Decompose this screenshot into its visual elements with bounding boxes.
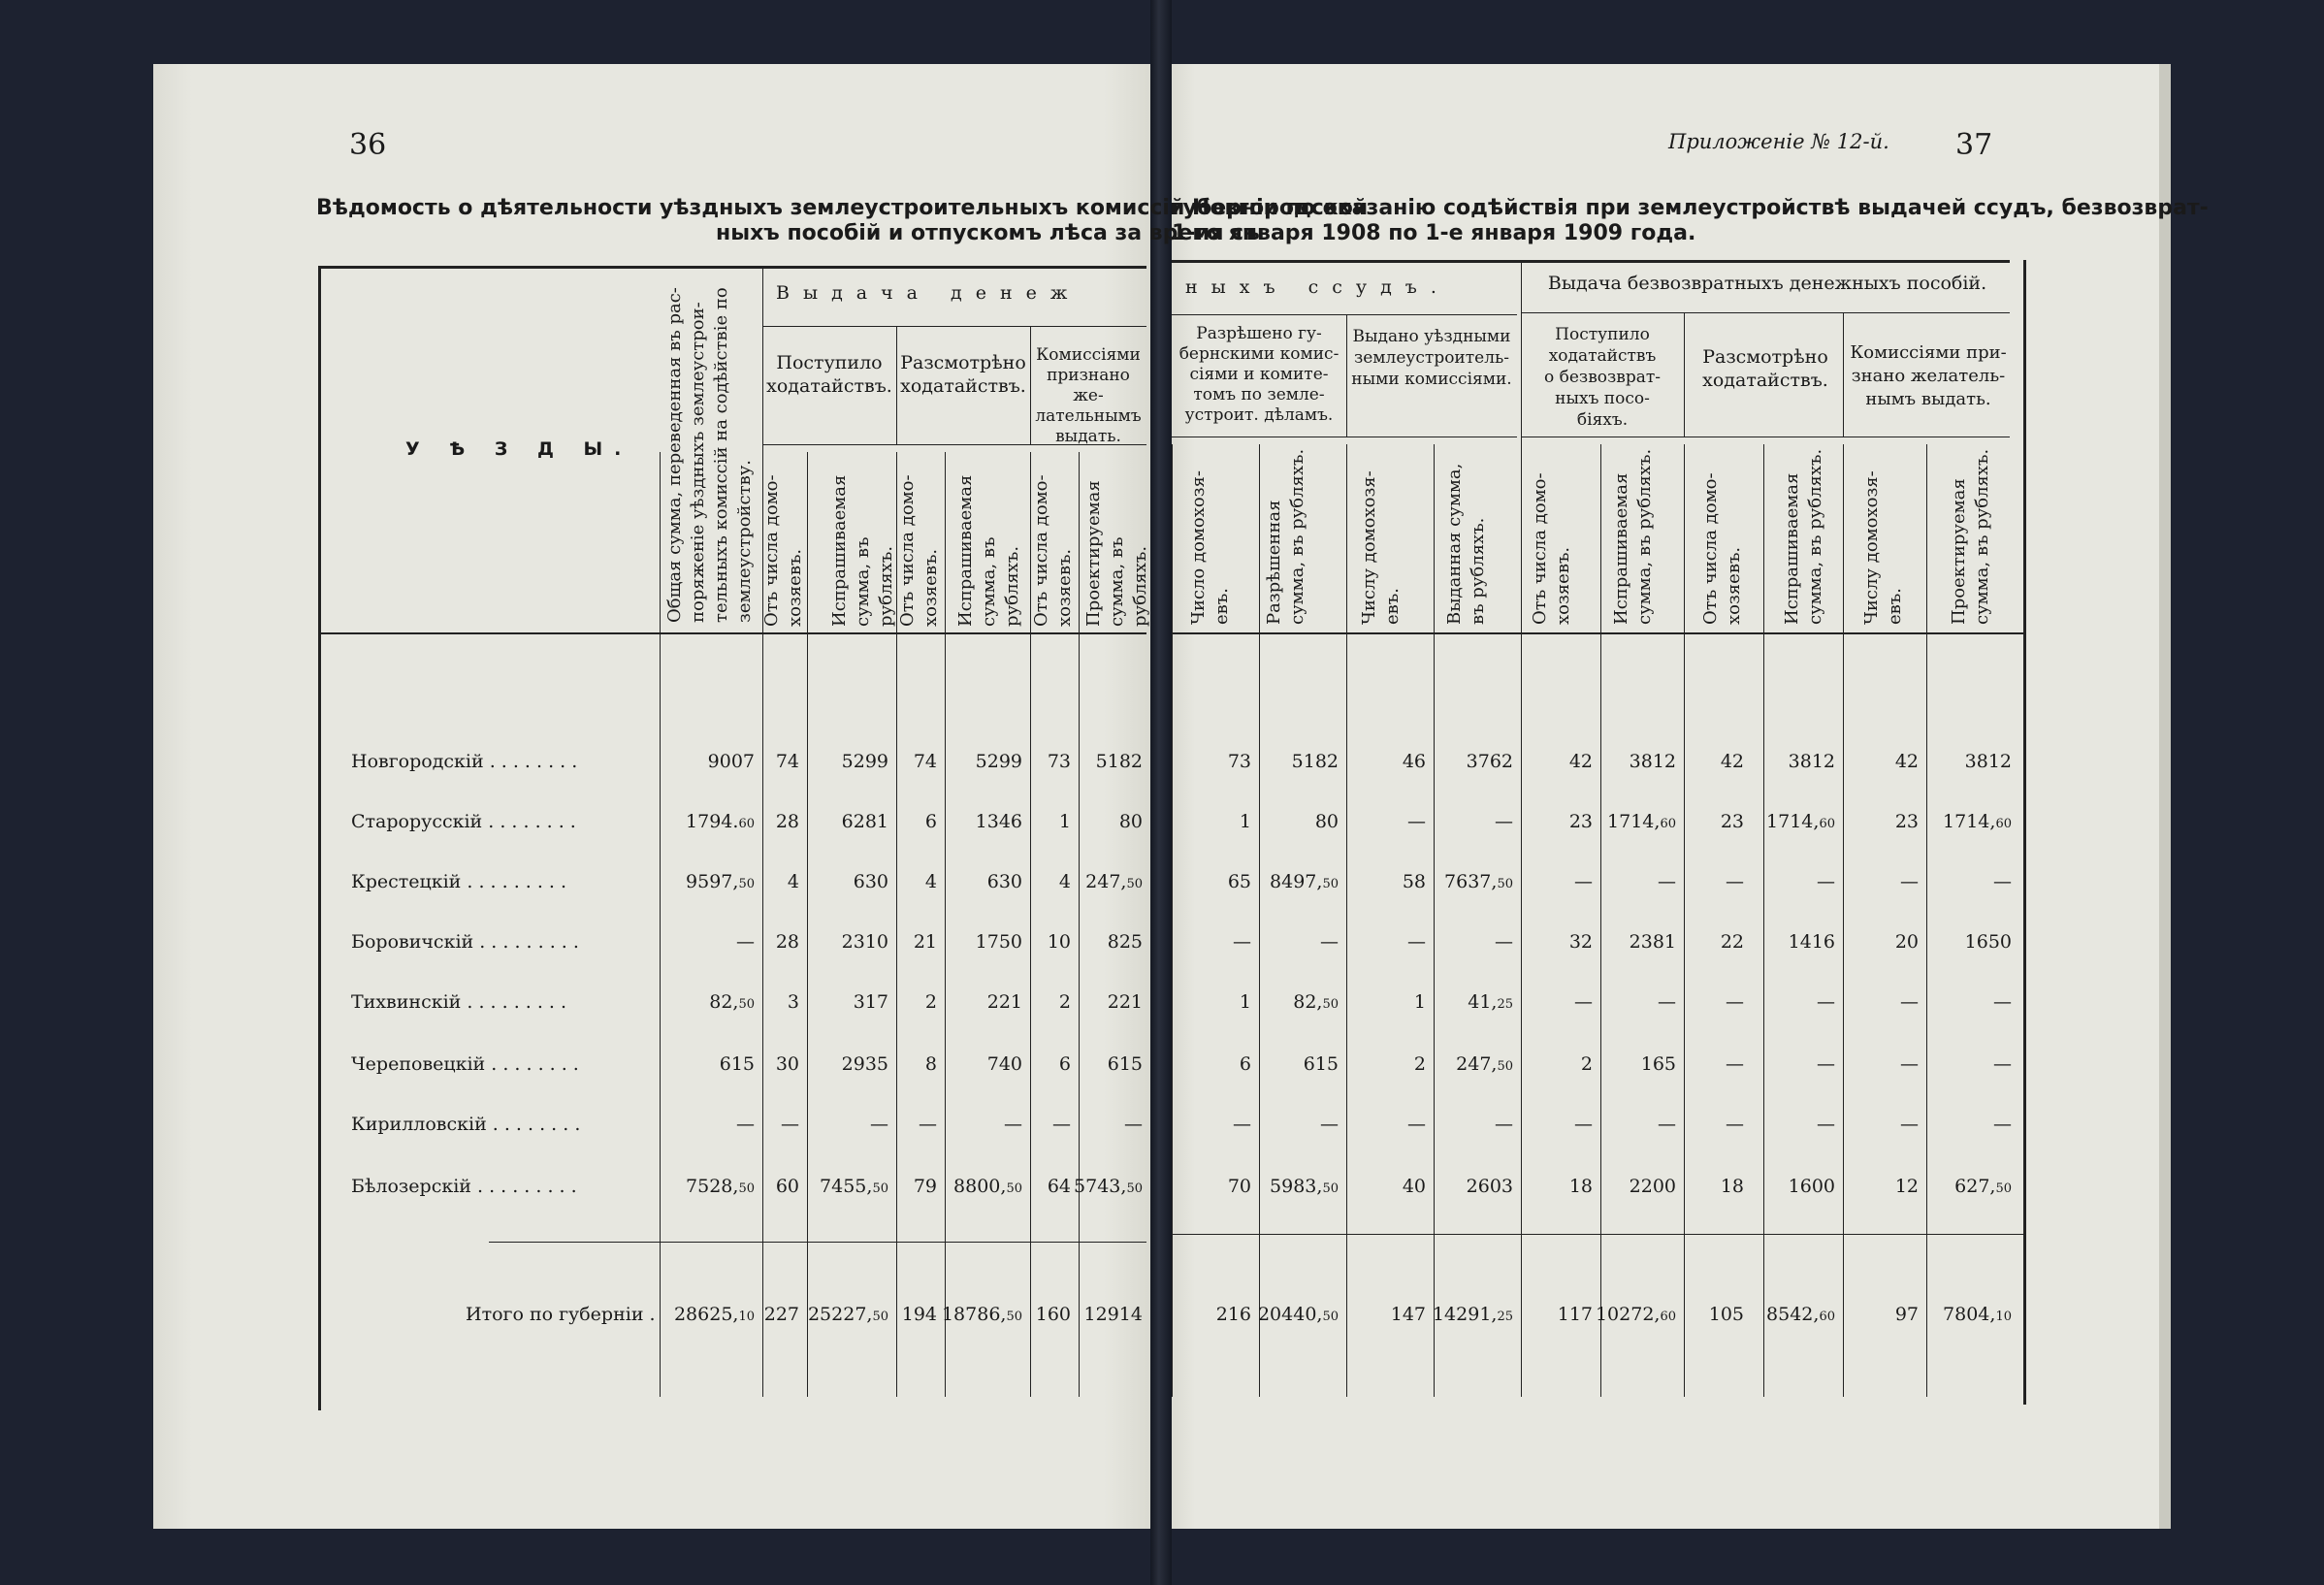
row-label: Тихвинскій . . . . . . . . . <box>351 991 567 1013</box>
table-cell: — <box>1233 1114 1251 1135</box>
table-cell: 20 <box>1894 931 1919 953</box>
table-cell: 6281 <box>841 811 888 832</box>
subheader-requested-sum-3: Испрашиваемая сумма, въ рубляхъ. <box>1611 448 1655 625</box>
header-issued: Выдано уѣздными землеустроитель- ными комиссіями. <box>1351 327 1512 389</box>
table-cell: 615 <box>719 1053 755 1075</box>
table-cell: 9007 <box>707 751 755 772</box>
table-cell: 74 <box>913 751 937 772</box>
table-cell: 70 <box>1227 1176 1251 1197</box>
table-cell: — <box>1052 1114 1071 1135</box>
table-cell: 2 <box>1580 1053 1593 1075</box>
subheader-from-households-3: Отъ числа домо- хозяевъ. <box>1031 474 1075 627</box>
subheader-permitted-sum: Разрѣшенная сумма, въ рубляхъ. <box>1264 448 1307 625</box>
table-cell: 1346 <box>975 811 1022 832</box>
table-cell: 1714,60 <box>1766 811 1835 832</box>
subheader-from-households-1: Отъ числа домо- хозяевъ. <box>761 474 805 627</box>
header-reviewed-petitions: Разсмотрѣно ходатайствъ. <box>900 352 1026 397</box>
table-cell: 627,50 <box>1954 1176 2012 1197</box>
subheader-from-households-2: Отъ числа домо- хозяевъ. <box>897 474 941 627</box>
table-cell: 12 <box>1894 1176 1919 1197</box>
subheader-requested-sum-4: Испрашиваемая сумма, въ рубляхъ. <box>1782 448 1825 625</box>
table-cell: 4 <box>924 871 937 892</box>
table-cell: 740 <box>986 1053 1022 1075</box>
table-cell: — <box>1726 1114 1744 1135</box>
table-cell: — <box>1574 871 1593 892</box>
table-cell: 1714,60 <box>1607 811 1676 832</box>
table-cell: 8800,50 <box>953 1176 1022 1197</box>
table-cell: 2381 <box>1629 931 1676 953</box>
table-cell: — <box>1993 871 2012 892</box>
total-label: Итого по губерніи . <box>466 1304 656 1325</box>
total-cell: 7804,10 <box>1943 1304 2012 1325</box>
table-cell: — <box>736 931 755 953</box>
table-cell: 30 <box>775 1053 799 1075</box>
subheader-requested-sum-2: Испрашиваемая сумма, въ рубляхъ. <box>955 474 1022 627</box>
table-cell: — <box>1004 1114 1022 1135</box>
table-cell: 8497,50 <box>1270 871 1339 892</box>
table-cell: — <box>1817 991 1835 1013</box>
table-cell: 23 <box>1894 811 1919 832</box>
table-cell: 2 <box>1413 1053 1426 1075</box>
table-cell: 5299 <box>841 751 888 772</box>
table-cell: 40 <box>1402 1176 1426 1197</box>
table-cell: — <box>1900 871 1919 892</box>
table-cell: — <box>919 1114 937 1135</box>
total-cell: 25227,50 <box>807 1304 888 1325</box>
table-cell: — <box>1658 871 1676 892</box>
total-cell: 18786,50 <box>941 1304 1022 1325</box>
table-cell: — <box>1726 1053 1744 1075</box>
header-grants-reviewed: Разсмотрѣно ходатайствъ. <box>1702 346 1828 391</box>
total-cell: 117 <box>1557 1304 1593 1325</box>
table-cell: 23 <box>1568 811 1593 832</box>
table-cell: — <box>1320 931 1339 953</box>
table-cell: 28 <box>775 931 799 953</box>
table-cell: — <box>1900 1114 1919 1135</box>
header-total-sum: Общая сумма, переведенная въ рас- поряженіе уѣздныхъ землеустрои- тельныхъ комиссій на содѣйствіе по землеустройству. <box>664 287 755 623</box>
subheader-num-households-2: Числу домохозя- евъ. <box>1861 470 1905 625</box>
table-cell: — <box>1726 991 1744 1013</box>
table-cell: 32 <box>1568 931 1593 953</box>
subheader-from-households-5: Отъ числа домо- хозяевъ. <box>1700 472 1744 625</box>
table-cell: 73 <box>1047 751 1071 772</box>
table-cell: — <box>1658 1114 1676 1135</box>
table-cell: — <box>1495 1114 1513 1135</box>
table-cell: 10 <box>1047 931 1071 953</box>
page-number-right: 37 <box>1955 128 1993 162</box>
table-cell: 630 <box>853 871 888 892</box>
total-cell: 97 <box>1894 1304 1919 1325</box>
row-label: Старорусскій . . . . . . . . <box>351 811 576 832</box>
total-cell: 10272,60 <box>1595 1304 1676 1325</box>
subheader-projected-sum-2: Проектируемая сумма, въ рубляхъ. <box>1949 448 1992 625</box>
table-cell: — <box>1726 871 1744 892</box>
table-cell: 165 <box>1640 1053 1676 1075</box>
table-cell: — <box>1407 931 1426 953</box>
table-cell: 2603 <box>1466 1176 1513 1197</box>
header-grants-received: Поступило ходатайствъ о безвозврат- ныхъ посо- біяхъ. <box>1543 325 1662 430</box>
table-cell: 82,50 <box>1293 991 1339 1013</box>
table-cell: 73 <box>1227 751 1251 772</box>
table-cell: 1416 <box>1788 931 1835 953</box>
total-cell: 105 <box>1708 1304 1744 1325</box>
title-line2-left: ныхъ пособій и отпускомъ лѣса за время съ <box>716 221 1260 245</box>
table-cell: 317 <box>853 991 888 1013</box>
table-cell: 79 <box>913 1176 937 1197</box>
total-cell: 8542,60 <box>1766 1304 1835 1325</box>
subheader-requested-sum-1: Испрашиваемая сумма, въ рубляхъ. <box>829 474 896 627</box>
subheader-to-households-1: Числу домохозя- евъ. <box>1359 470 1403 625</box>
table-cell: 7637,50 <box>1444 871 1513 892</box>
table-cell: 8 <box>924 1053 937 1075</box>
table-cell: — <box>736 1114 755 1135</box>
header-grants-recognized: Комиссіями при- знано желатель- нымъ выдать. <box>1850 342 2007 409</box>
table-cell: 82,50 <box>709 991 755 1013</box>
table-cell: 5182 <box>1291 751 1339 772</box>
table-cell: 1 <box>1058 811 1071 832</box>
table-cell: 1 <box>1239 811 1251 832</box>
table-cell: — <box>1574 991 1593 1013</box>
row-label: Бѣлозерскій . . . . . . . . . <box>351 1176 577 1197</box>
total-cell: 160 <box>1035 1304 1071 1325</box>
total-cell: 147 <box>1390 1304 1426 1325</box>
header-grants: Выдача безвозвратныхъ денежныхъ пособій. <box>1547 273 1987 294</box>
table-cell: 6 <box>924 811 937 832</box>
table-cell: 41,25 <box>1468 991 1513 1013</box>
table-cell: 6 <box>1239 1053 1251 1075</box>
table-cell: 247,50 <box>1456 1053 1513 1075</box>
total-cell: 194 <box>901 1304 937 1325</box>
table-cell: 630 <box>986 871 1022 892</box>
header-permitted: Разрѣшено гу- бернскими комис- сіями и комите- томъ по земле- устроит. дѣламъ. <box>1178 324 1340 425</box>
table-cell: 6 <box>1058 1053 1071 1075</box>
title-line1-left: Вѣдомость о дѣятельности уѣздныхъ землеустроительныхъ комиссій Новгородской <box>316 196 1369 220</box>
table-cell: — <box>1495 811 1513 832</box>
table-cell: 22 <box>1720 931 1744 953</box>
table-cell: — <box>1407 1114 1426 1135</box>
table-cell: 221 <box>1107 991 1143 1013</box>
table-cell: 4 <box>787 871 799 892</box>
header-received-petitions: Поступило ходатайствъ. <box>766 352 892 397</box>
table-cell: 615 <box>1107 1053 1143 1075</box>
table-cell: — <box>1993 1114 2012 1135</box>
table-cell: 1750 <box>975 931 1022 953</box>
total-cell: 216 <box>1215 1304 1251 1325</box>
table-cell: 46 <box>1402 751 1426 772</box>
table-cell: 5983,50 <box>1270 1176 1339 1197</box>
table-cell: — <box>1817 1053 1835 1075</box>
table-cell: 60 <box>775 1176 799 1197</box>
table-cell: — <box>870 1114 888 1135</box>
table-cell: 18 <box>1568 1176 1593 1197</box>
row-label: Череповецкій . . . . . . . . <box>351 1053 579 1075</box>
table-cell: 2310 <box>841 931 888 953</box>
table-cell: 3762 <box>1466 751 1513 772</box>
total-cell: 14291,25 <box>1432 1304 1513 1325</box>
table-cell: 2200 <box>1629 1176 1676 1197</box>
table-cell: 7455,50 <box>820 1176 888 1197</box>
page-edge <box>2159 64 2171 1529</box>
header-commissions-recognized: Комиссіями признано же- лательнымъ выдать. <box>1035 345 1142 446</box>
subheader-num-households-1: Число домохозя- евъ. <box>1188 470 1232 625</box>
title-line2-right: 1-го января 1908 по 1-е января 1909 года. <box>1172 221 1696 245</box>
table-cell: 3812 <box>1629 751 1676 772</box>
subheader-from-households-4: Отъ числа домо- хозяевъ. <box>1530 472 1573 625</box>
table-cell: 9597,50 <box>686 871 755 892</box>
table-cell: 64 <box>1047 1176 1071 1197</box>
table-cell: — <box>1817 871 1835 892</box>
table-cell: 247,50 <box>1085 871 1143 892</box>
table-cell: 21 <box>913 931 937 953</box>
table-cell: 825 <box>1107 931 1143 953</box>
table-cell: 615 <box>1303 1053 1339 1075</box>
table-cell: — <box>1233 931 1251 953</box>
row-label: Кирилловскій . . . . . . . . <box>351 1114 581 1135</box>
table-cell: — <box>1495 931 1513 953</box>
table-cell: 1600 <box>1788 1176 1835 1197</box>
table-cell: — <box>1817 1114 1835 1135</box>
row-label: Боровичскій . . . . . . . . . <box>351 931 579 953</box>
table-cell: 4 <box>1058 871 1071 892</box>
table-cell: — <box>1658 991 1676 1013</box>
table-cell: 3812 <box>1788 751 1835 772</box>
table-cell: 42 <box>1720 751 1744 772</box>
table-cell: 5743,50 <box>1074 1176 1143 1197</box>
table-cell: — <box>1124 1114 1143 1135</box>
table-cell: 7528,50 <box>686 1176 755 1197</box>
total-cell: 12914 <box>1083 1304 1143 1325</box>
table-cell: 2 <box>1058 991 1071 1013</box>
table-cell: 65 <box>1227 871 1251 892</box>
table-cell: 58 <box>1402 871 1426 892</box>
table-cell: 1794.60 <box>686 811 755 832</box>
table-cell: 1714,60 <box>1943 811 2012 832</box>
table-cell: 5299 <box>975 751 1022 772</box>
table-cell: 2935 <box>841 1053 888 1075</box>
table-cell: 1650 <box>1964 931 2012 953</box>
header-loans-left: Выдача денеж <box>776 282 1081 304</box>
table-cell: 3 <box>787 991 799 1013</box>
table-cell: 5182 <box>1095 751 1143 772</box>
table-cell: 80 <box>1118 811 1143 832</box>
table-cell: — <box>1407 811 1426 832</box>
total-cell: 28625,10 <box>673 1304 755 1325</box>
table-cell: 1 <box>1239 991 1251 1013</box>
table-cell: 1 <box>1413 991 1426 1013</box>
row-label: Новгородскій . . . . . . . . <box>351 751 578 772</box>
table-cell: — <box>1574 1114 1593 1135</box>
page-number-left: 36 <box>349 128 387 162</box>
total-cell: 20440,50 <box>1257 1304 1339 1325</box>
title-line1-right: губерніи по оказанію содѣйствія при землеустройствѣ выдачей ссудъ, безвозврат- <box>1172 196 2209 220</box>
table-cell: 80 <box>1314 811 1339 832</box>
table-cell: 28 <box>775 811 799 832</box>
table-cell: — <box>781 1114 799 1135</box>
table-cell: — <box>1900 1053 1919 1075</box>
table-cell: 221 <box>986 991 1022 1013</box>
subheader-issued-sum: Выданная сумма, въ рубляхъ. <box>1444 463 1488 625</box>
table-cell: — <box>1993 991 2012 1013</box>
header-loans-right: ныхъ ссудъ. <box>1185 276 1450 298</box>
table-cell: — <box>1900 991 1919 1013</box>
total-cell: 227 <box>763 1304 799 1325</box>
table-cell: 3812 <box>1964 751 2012 772</box>
table-cell: 74 <box>775 751 799 772</box>
table-cell: 2 <box>924 991 937 1013</box>
table-cell: 42 <box>1894 751 1919 772</box>
table-cell: — <box>1993 1053 2012 1075</box>
table-cell: 18 <box>1720 1176 1744 1197</box>
header-uezdy: У Ѣ З Д Ы. <box>405 438 633 460</box>
table-cell: — <box>1320 1114 1339 1135</box>
subheader-projected-sum-1: Проектируемая сумма, въ рубляхъ. <box>1083 480 1150 627</box>
row-label: Крестецкій . . . . . . . . . <box>351 871 567 892</box>
table-cell: 42 <box>1568 751 1593 772</box>
table-cell: 23 <box>1720 811 1744 832</box>
appendix-label: Приложеніе № 12-й. <box>1668 130 1889 153</box>
